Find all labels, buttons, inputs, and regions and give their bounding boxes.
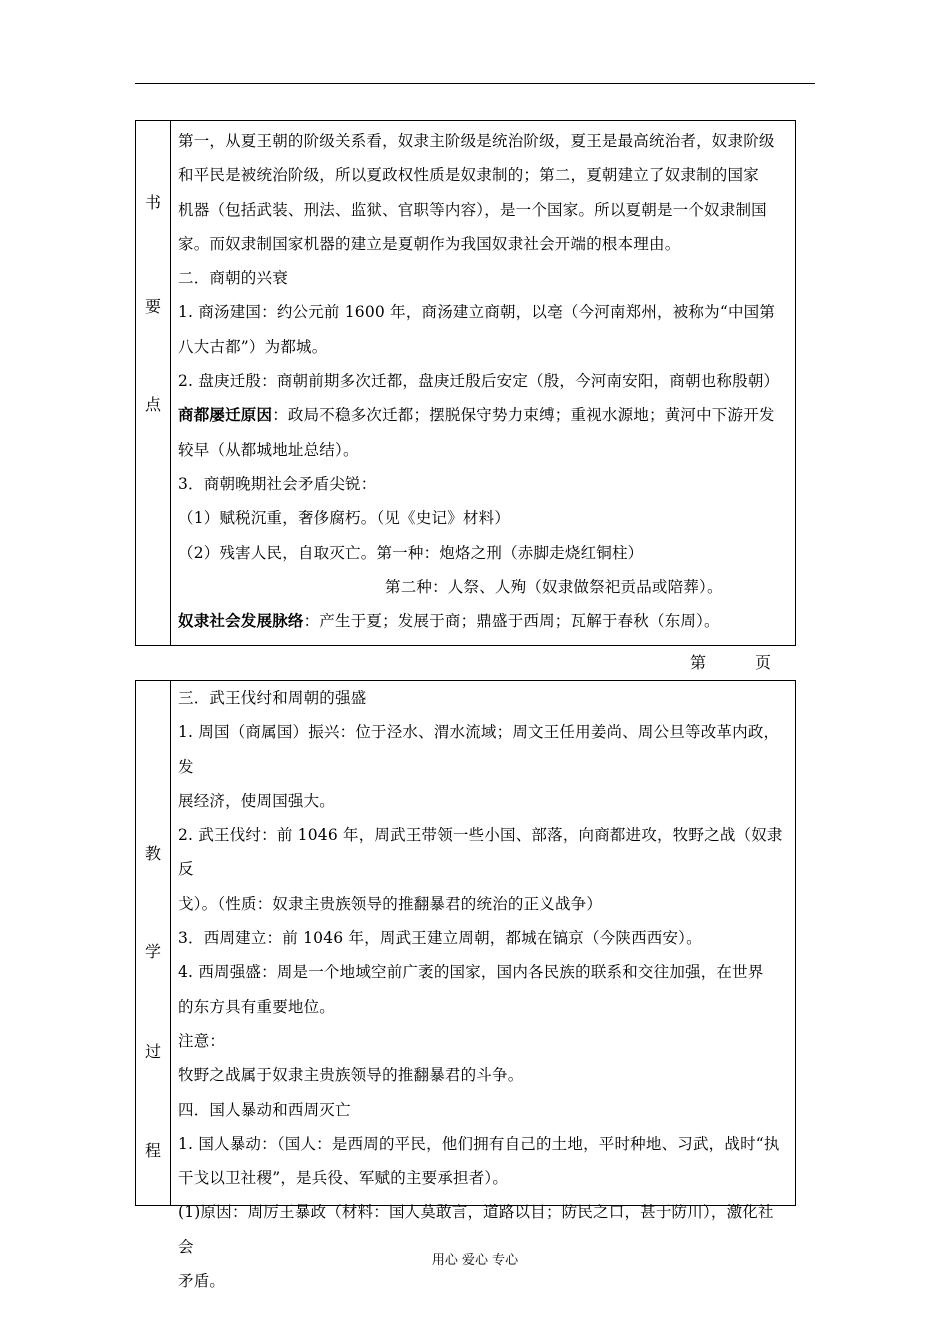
text-line: 第一，从夏王朝的阶级关系看，奴隶主阶级是统治阶级，夏王是最高统治者，奴隶阶级 — [178, 132, 775, 150]
lesson-box-key-points — [135, 120, 796, 646]
text-line: (1)原因：周厉王暴政（材料：国人莫敢言，道路以目；防民之口，甚于防川），激化社会 — [178, 1203, 774, 1256]
header-rule — [135, 83, 815, 84]
page-label-di: 第 — [690, 653, 707, 672]
text-line: 八大古都”）为都城。 — [178, 337, 328, 356]
text-line: 展经济，使周国强大。 — [178, 791, 336, 810]
text-line: （1）赋税沉重，奢侈腐朽。（见《史记》材料） — [178, 509, 511, 528]
reason-line — [178, 398, 787, 432]
text-line: 1. 周国（商属国）振兴：位于泾水、渭水流域；周文王任用姜尚、周公旦等改革内政，发 — [178, 723, 780, 776]
section-heading: 四．国人暴动和西周灭亡 — [178, 1100, 351, 1119]
side-label-char: 过 — [144, 1042, 161, 1061]
text-line: 家。而奴隶制国家机器的建立是夏朝作为我国奴隶社会开端的根本理由。 — [178, 234, 681, 253]
text-line: 和平民是被统治阶级，所以夏政权性质是奴隶制的；第二，夏朝建立了奴隶制的国家 — [178, 166, 759, 185]
side-label-char: 书 — [144, 193, 161, 212]
text-line: 1. 国人暴动：（国人：是西周的平民，他们拥有自己的土地，平时种地、习武，战时“执 — [178, 1134, 780, 1153]
side-label-char: 程 — [144, 1141, 161, 1160]
text-line: 4. 西周强盛：周是一个地域空前广袤的国家，国内各民族的联系和交往加强，在世界 — [178, 963, 764, 982]
text-line: 牧野之战属于奴隶主贵族领导的推翻暴君的斗争。 — [178, 1066, 524, 1085]
key-points-content — [178, 124, 787, 638]
text-line: （2）残害人民，自取灭亡。第一种：炮烙之刑（赤脚走烧红铜柱） — [178, 543, 644, 562]
text-line: 1. 商汤建国：约公元前 1600 年，商汤建立商朝，以亳（今河南郑州，被称为“中国第 — [178, 303, 776, 322]
reason-text: ：政局不稳多次迁都；摆脱保守势力束缚；重视水源地；黄河中下游开发 — [272, 406, 775, 425]
page-footer: 用心 爱心 专心 — [431, 1253, 519, 1268]
teaching-process-content — [178, 681, 787, 1298]
section-heading: 二．商朝的兴衰 — [178, 269, 288, 288]
section-heading: 三．武王伐纣和周朝的强盛 — [178, 689, 367, 707]
text-line: 机器（包括武装、刑法、监狱、官职等内容），是一个国家。所以夏朝是一个奴隶制国 — [178, 200, 767, 219]
text-line: 戈）。（性质：奴隶主贵族领导的推翻暴君的统治的正义战争） — [178, 894, 603, 913]
page-label-ye: 页 — [755, 653, 772, 672]
side-label-column — [136, 681, 171, 1205]
text-line: 第二种：人祭、人殉（奴隶做祭祀贡品或陪葬）。 — [385, 577, 723, 596]
side-label-char: 要 — [144, 297, 161, 316]
side-label-char: 点 — [144, 395, 161, 414]
reason-label: 商都屡迁原因 — [178, 405, 273, 425]
text-line: 3．西周建立：前 1046 年，周武王建立周朝，都城在镐京（今陕西西安）。 — [178, 929, 702, 948]
summary-label: 奴隶社会发展脉络 — [178, 611, 304, 631]
text-line: 干戈以卫社稷”，是兵役、军赋的主要承担者）。 — [178, 1169, 509, 1188]
text-line: 2. 武王伐纣：前 1046 年，周武王带领一些小国、部落，向商都进攻，牧野之战（奴隶反 — [178, 826, 783, 879]
side-label-char: 教 — [144, 844, 161, 863]
text-line: 注意： — [178, 1031, 226, 1050]
summary-line — [178, 604, 787, 638]
summary-text: ：产生于夏；发展于商；鼎盛于西周；瓦解于春秋（东周）。 — [303, 612, 720, 631]
side-label-column — [136, 121, 171, 645]
side-label-char: 学 — [144, 942, 161, 961]
text-line: 2. 盘庚迁殷：商朝前期多次迁都，盘庚迁殷后安定（殷，今河南安阳，商朝也称殷朝） — [178, 372, 780, 391]
text-line: 3．商朝晚期社会矛盾尖锐： — [178, 474, 377, 493]
text-line: 较早（从都城地址总结）。 — [178, 440, 359, 459]
text-line: 的东方具有重要地位。 — [178, 997, 336, 1016]
text-line: 矛盾。 — [178, 1272, 226, 1291]
